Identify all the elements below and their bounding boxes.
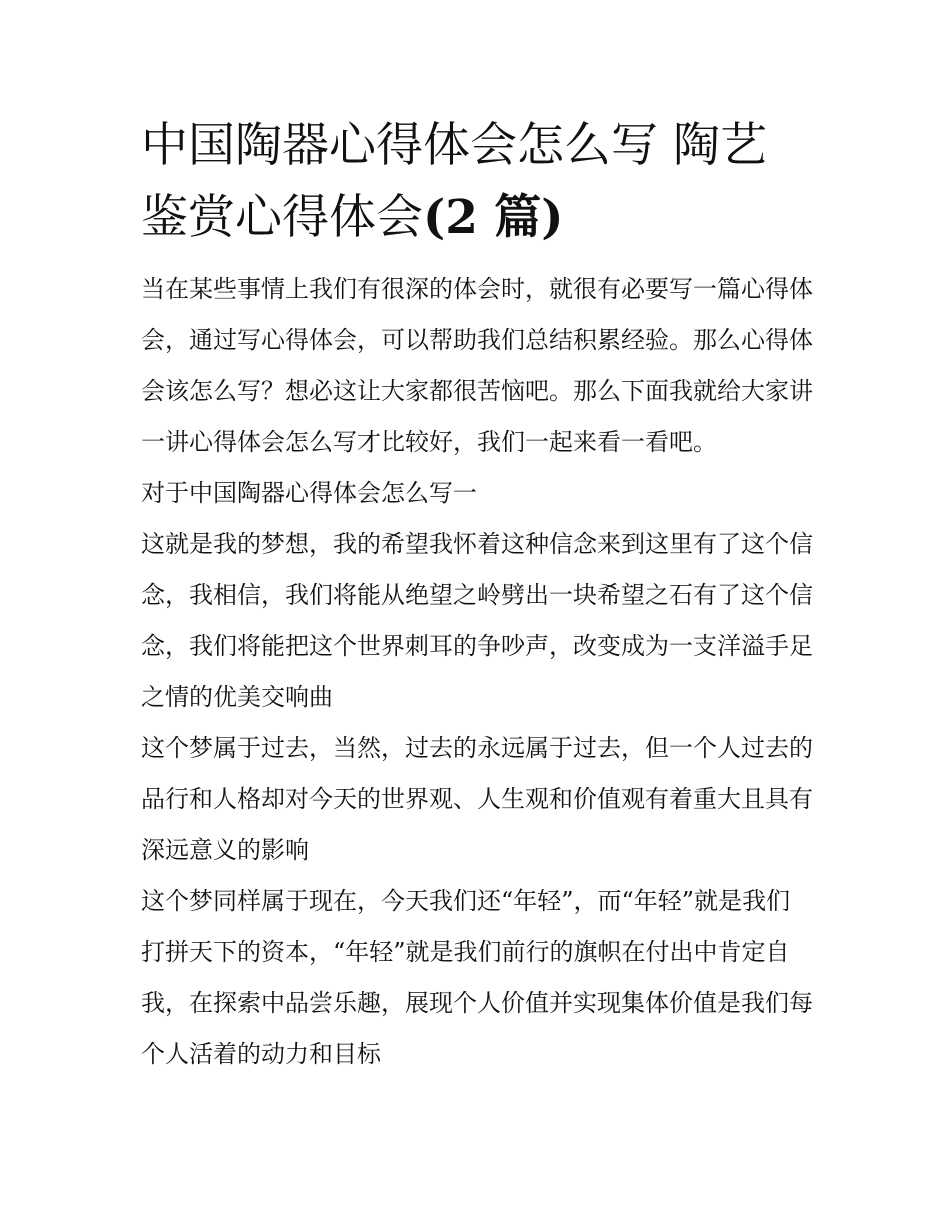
intro-paragraph: 当在某些事情上我们有很深的体会时，就很有必要写一篇心得体会，通过写心得体会，可以帮助我们总结积累经验。那么心得体会该怎么写？想必这让大家都很苦恼吧。那么下面我就给大家讲一讲心得体会怎么写才比较好，我们一起来看一看吧。 [141,275,813,456]
body-paragraph: 这个梦属于过去，当然，过去的永远属于过去，但一个人过去的品行和人格却对今天的世界观、人生观和价值观有着重大且具有深远意义的影响 [141,734,813,864]
document-body [141,264,813,1080]
document-title [141,110,813,254]
body-paragraph: 这个梦同样属于现在，今天我们还“年轻”，而“年轻”就是我们打拼天下的资本，“年轻”就是我们前行的旗帜在付出中肯定自我，在探索中品尝乐趣，展现个人价值并实现集体价值是我们每个人活着的动力和目标 [141,887,813,1068]
body-paragraph: 这就是我的梦想，我的希望我怀着这种信念来到这里有了这个信念，我相信，我们将能从绝望之岭劈出一块希望之石有了这个信念，我们将能把这个世界刺耳的争吵声，改变成为一支洋溢手足之情的优美交响曲 [141,530,813,711]
document-page [141,110,813,1080]
title-suffix: (2 篇) [423,190,564,245]
section-heading: 对于中国陶器心得体会怎么写一 [141,479,477,507]
title-main: 中国陶器心得体会怎么写 陶艺鉴赏心得体会 [141,118,767,245]
